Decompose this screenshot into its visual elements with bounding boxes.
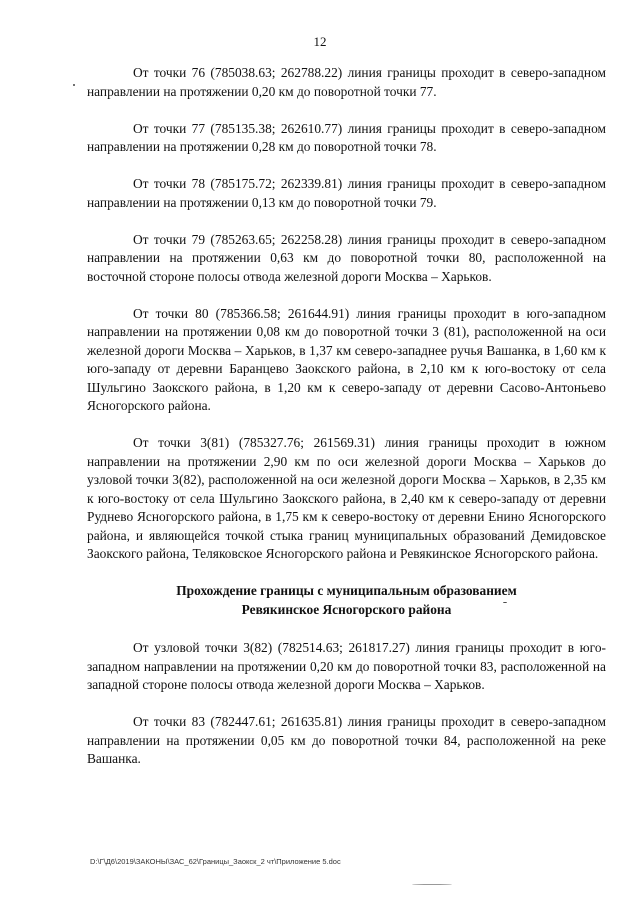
boundary-paragraph: От точки 77 (785135.38; 262610.77) линия границы проходит в северо-западном направлении на протяжении 0,28 км до поворотной точки 78.	[87, 120, 606, 154]
boundary-paragraph: От точки 80 (785366.58; 261644.91) линия границы проходит в юго-западном направлении на протяжении 0,08 км до поворотной точки 3 (81), расположенной на оси железной дороги Москва – Харьков, в 1,37 км северо-западнее ручья Вашанка, в 1,60 км к юго-западу от деревни Баранцево Заокского района, в 2,10 км к юго-востоку от села Шульгино Заокского района, в 1,20 км к северо-западу от деревни Сасово-Антоньево Ясногорского района.	[87, 305, 606, 413]
page-number: 12	[313, 34, 327, 49]
section-heading-line: Прохождение границы с муниципальным образованием	[176, 583, 517, 598]
document-body	[87, 64, 606, 787]
boundary-paragraph: От точки 79 (785263.65; 262258.28) линия границы проходит в северо-западном направлении на протяжении 0,63 км до поворотной точки 80, расположенной на восточной стороне полосы отвода железной дороги Москва – Харьков.	[87, 231, 606, 284]
boundary-paragraph: От точки 78 (785175.72; 262339.81) линия границы проходит в северо-западном направлении на протяжении 0,13 км до поворотной точки 79.	[87, 176, 606, 210]
scan-speck	[503, 602, 507, 603]
file-path-footer: D:\Г\Д6\2019\ЗАКОНЫ\ЗАС_62\Границы_Заокск_2 чт\Приложение 5.doc	[90, 857, 341, 866]
section-heading-line: Ревякинское Ясногорского района	[241, 601, 452, 617]
boundary-paragraph: От точки 83 (782447.61; 261635.81) линия границы проходит в северо-западном направлении на протяжении 0,05 км до поворотной точки 84, расположенной на реке Вашанка.	[87, 714, 606, 766]
scan-speck	[412, 884, 452, 885]
boundary-paragraph: От узловой точки 3(82) (782514.63; 261817.27) линия границы проходит в юго-западном направлении на протяжении 0,20 км до поворотной точки 83, расположенной на западной стороне полосы отвода железной дороги Москва – Харьков.	[87, 640, 606, 692]
boundary-paragraph: От точки 3(81) (785327.76; 261569.31) линия границы проходит в южном направлении на протяжении 2,90 км по оси железной дороги Москва – Харьков до узловой точки 3(82), расположенной на оси железной дороги Москва – Харьков, в 2,35 км к юго-востоку от села Шульгино Заокского района, в 2,40 км к северо-западу от деревни Руднево Ясногорского района, в 1,75 км к северо-востоку от деревни Енино Ясногорского района, и являющейся точкой стыка границ муниципальных образований Демидовское Заокского района, Теляковское Ясногорского района и Ревякинское Ясногорского района.	[87, 435, 606, 561]
section-heading	[87, 582, 606, 619]
scan-speck	[73, 84, 75, 86]
boundary-paragraph: От точки 76 (785038.63; 262788.22) линия границы проходит в северо-западном направлении на протяжении 0,20 км до поворотной точки 77.	[87, 65, 606, 99]
